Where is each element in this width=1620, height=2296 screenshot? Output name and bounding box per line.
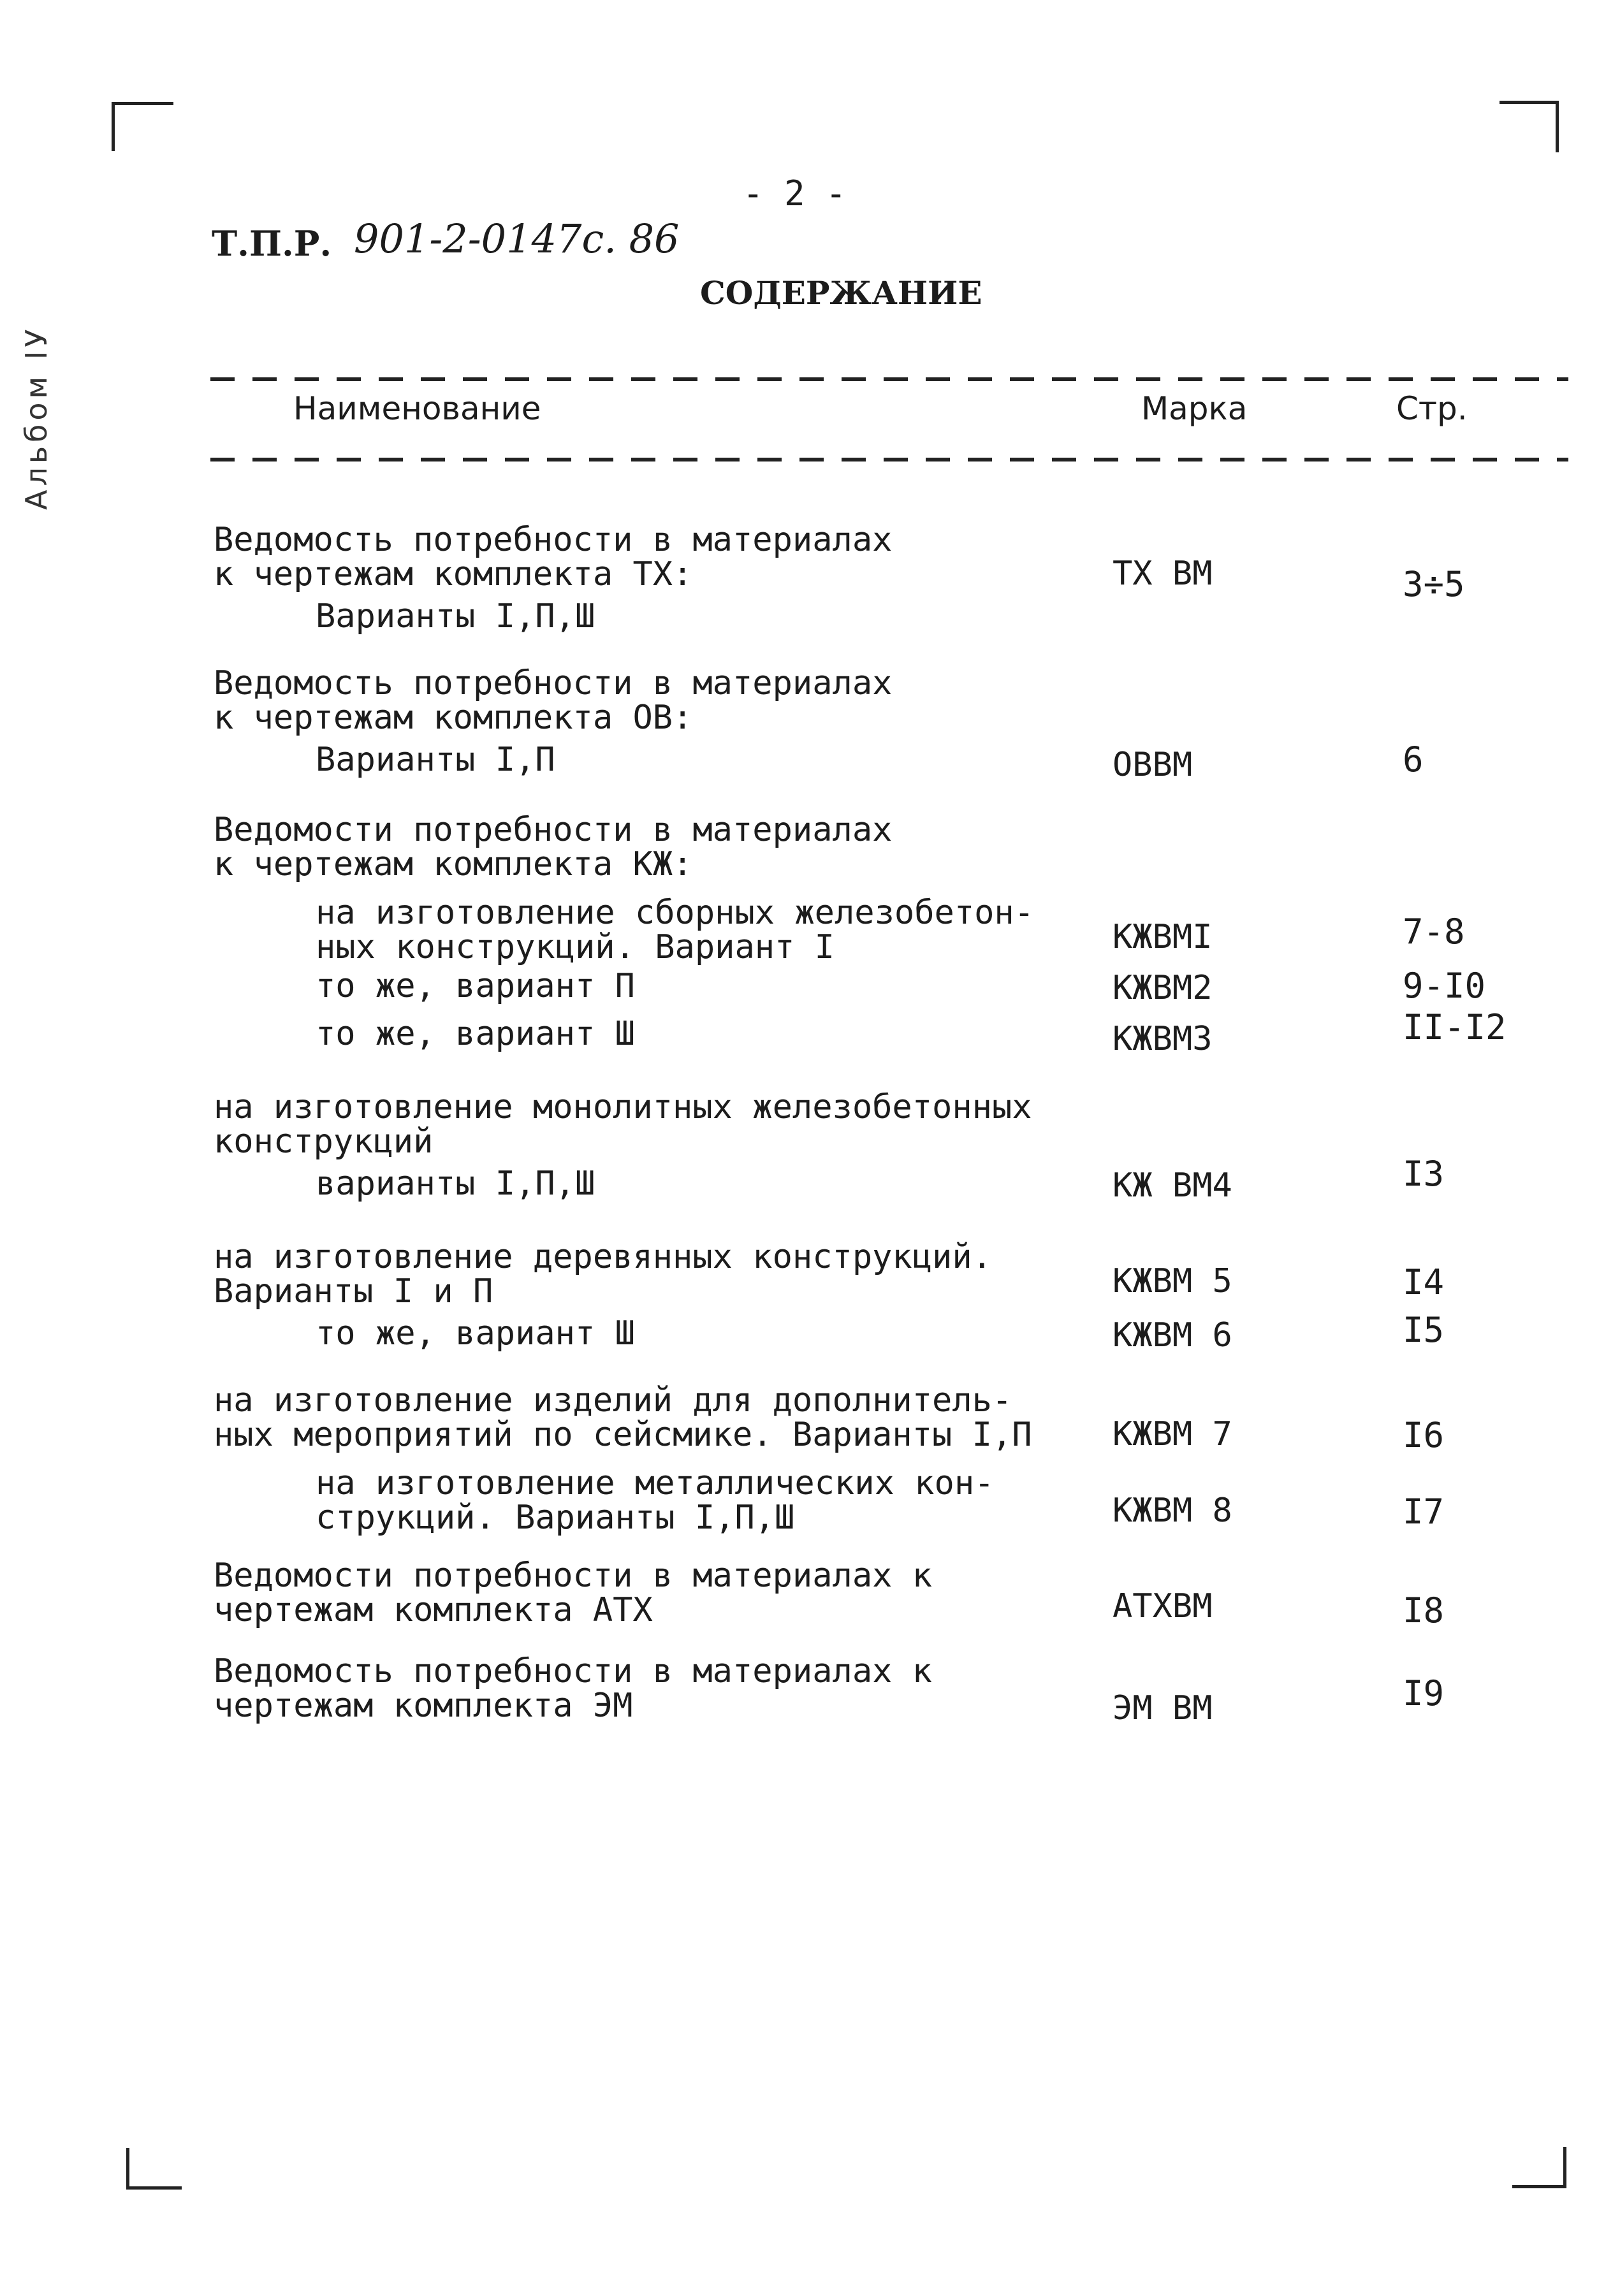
entry-15-page: I9 xyxy=(1403,1673,1445,1713)
column-header-page: Стр. xyxy=(1396,390,1468,427)
entry-12-mark: КЖВМ 7 xyxy=(1113,1415,1232,1453)
entry-15-mark: ЭМ ВМ xyxy=(1113,1689,1213,1727)
entry-12-page: I6 xyxy=(1403,1415,1445,1455)
entry-8-line-0: на изготовление монолитных железобетонных xyxy=(214,1088,1032,1126)
entry-0-line-1: к чертежам комплекта ТХ: xyxy=(214,555,693,593)
entry-9-line-0: варианты I,П,Ш xyxy=(316,1165,595,1203)
entry-11-line-0: то же, вариант Ш xyxy=(316,1314,635,1353)
entry-3-page: 6 xyxy=(1403,739,1424,780)
entry-6-line-0: то же, вариант П xyxy=(316,967,635,1005)
entry-5-mark: КЖВМI xyxy=(1113,918,1213,956)
entry-0-line-0: Ведомость потребности в материалах xyxy=(214,521,893,559)
entry-4-line-1: к чертежам комплекта КЖ: xyxy=(214,845,693,883)
entry-2-line-1: к чертежам комплекта ОВ: xyxy=(214,699,693,737)
entry-14-line-0: Ведомости потребности в материалах к xyxy=(214,1557,933,1595)
entry-14-mark: АТХВМ xyxy=(1113,1587,1213,1625)
entry-3-line-0: Варианты I,П xyxy=(316,741,555,779)
entry-7-page: II-I2 xyxy=(1403,1007,1507,1047)
contents-title: СОДЕРЖАНИЕ xyxy=(700,274,982,312)
entry-7-mark: КЖВМ3 xyxy=(1113,1020,1213,1058)
entry-10-mark: КЖВМ 5 xyxy=(1113,1262,1232,1300)
entry-2-line-0: Ведомость потребности в материалах xyxy=(214,664,893,702)
entry-12-line-0: на изготовление изделий для дополнитель- xyxy=(214,1381,1012,1420)
album-side-label: Альбом IУ xyxy=(19,325,54,510)
entry-5-line-0: на изготовление сборных железобетон- xyxy=(316,894,1035,932)
entry-13-page: I7 xyxy=(1403,1492,1445,1532)
entry-9-page: I3 xyxy=(1403,1154,1445,1194)
document-code-prefix: Т.П.Р. xyxy=(212,223,332,264)
entry-1-mark: ТХ ВМ xyxy=(1113,555,1213,593)
entry-13-line-0: на изготовление металлических кон- xyxy=(316,1464,995,1502)
entry-12-line-1: ных мероприятий по сейсмике. Варианты I,П xyxy=(214,1416,1032,1454)
entry-1-line-0: Варианты I,П,Ш xyxy=(316,597,595,636)
entry-11-page: I5 xyxy=(1403,1310,1445,1350)
entry-11-mark: КЖВМ 6 xyxy=(1113,1316,1232,1355)
document-code-handwritten: 901-2-0147с. 86 xyxy=(354,215,680,262)
entry-5-page: 7-8 xyxy=(1403,912,1465,952)
page-number: - 2 - xyxy=(743,173,847,214)
entry-15-line-0: Ведомость потребности в материалах к xyxy=(214,1652,933,1690)
entry-14-page: I8 xyxy=(1403,1590,1445,1631)
column-header-name: Наименование xyxy=(293,390,541,427)
entry-10-line-1: Варианты I и П xyxy=(214,1272,493,1311)
entry-3-mark: ОВВМ xyxy=(1113,746,1193,784)
entry-14-line-1: чертежам комплекта АТХ xyxy=(214,1591,653,1629)
entry-15-line-1: чертежам комплекта ЭМ xyxy=(214,1687,633,1725)
entry-13-line-1: струкций. Варианты I,П,Ш xyxy=(316,1499,795,1537)
entry-5-line-1: ных конструкций. Вариант I xyxy=(316,928,835,966)
entry-6-mark: КЖВМ2 xyxy=(1113,969,1213,1007)
entry-1-page: 3÷5 xyxy=(1403,564,1465,604)
entry-9-mark: КЖ ВМ4 xyxy=(1113,1166,1232,1205)
entry-7-line-0: то же, вариант Ш xyxy=(316,1015,635,1053)
entry-4-line-0: Ведомости потребности в материалах xyxy=(214,811,893,849)
column-header-mark: Марка xyxy=(1141,390,1248,427)
entry-8-line-1: конструкций xyxy=(214,1123,434,1161)
entry-6-page: 9-I0 xyxy=(1403,966,1486,1006)
entry-13-mark: КЖВМ 8 xyxy=(1113,1492,1232,1530)
entry-10-line-0: на изготовление деревянных конструкций. xyxy=(214,1238,992,1276)
entry-10-page: I4 xyxy=(1403,1262,1445,1302)
